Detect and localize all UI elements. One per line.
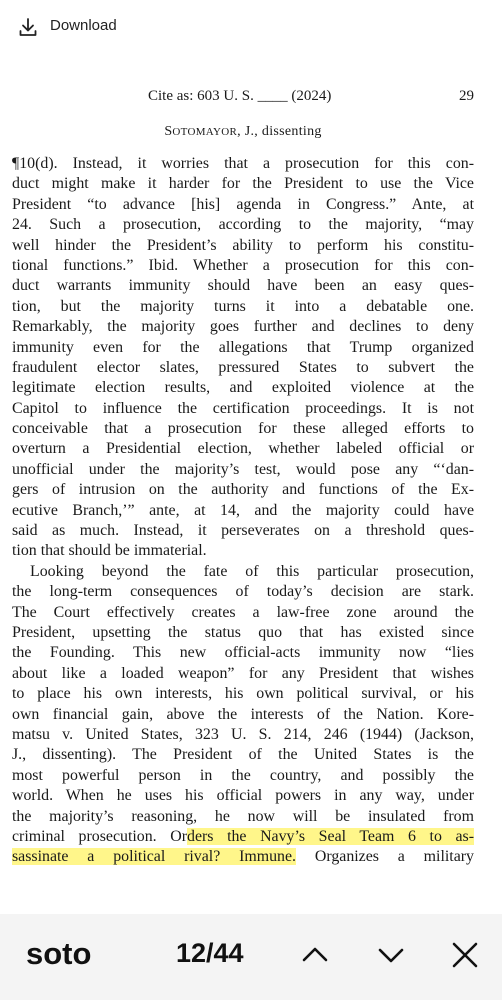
text-line-highlighted [12, 827, 474, 847]
text-line: the majority’s reasoning, he now will be insulated from [12, 807, 474, 825]
top-toolbar [0, 0, 502, 54]
text-segment: Organizes a military [296, 848, 474, 866]
text-line: overturn a Presidential election, whether labeled official or [12, 440, 474, 458]
text-line: own financial gain, above the interests of the Nation. Kore- [12, 705, 474, 723]
text-line: well hinder the President’s ability to perform his constitu- [12, 236, 474, 254]
find-bar [0, 914, 502, 1000]
text-line: duct might make it harder for the President to use the Vice [12, 175, 474, 193]
text-line: 24. Such a prosecution, according to the majority, “may [12, 216, 474, 234]
opinion-text [12, 154, 474, 868]
text-line: gers of intrusion on the authority and functions of the Ex- [12, 481, 474, 499]
text-line: Looking beyond the fate of this particular prosecution, [30, 562, 474, 580]
text-line-highlighted [12, 847, 474, 867]
text-line: said as much. Instead, it perseverates on a threshold ques- [12, 522, 474, 540]
author-suffix: , J., dissenting [237, 124, 322, 139]
page-header [12, 88, 474, 108]
download-button[interactable]: Download [50, 17, 117, 34]
text-line: the Founding. This new official-acts immunity now “lies [12, 644, 474, 662]
text-line: ¶10(d). Instead, it worries that a prosecution for this con- [12, 155, 474, 172]
text-line: ecutive Branch,’” ante, at 14, and the majority could have [12, 501, 474, 519]
match-counter: 12/44 [176, 938, 244, 968]
text-line: to place his own interests, his own political survival, or his [12, 685, 474, 703]
author-line [12, 124, 474, 140]
page-number: 29 [459, 88, 474, 104]
find-query-input[interactable]: soto [26, 936, 92, 971]
text-line: Remarkably, the majority goes further and declines to deny [12, 318, 474, 336]
document-page [12, 54, 474, 914]
text-line: Capitol to influence the certification proceedings. It is not [12, 399, 474, 417]
text-line: legitimate election results, and exploited violence at the [12, 379, 474, 397]
text-line: tional functions.” Ibid. Whether a prosecution for this con- [12, 256, 474, 274]
text-line: tion that should be immaterial. [12, 542, 207, 560]
citation: Cite as: 603 U. S. ____ (2024) [148, 88, 332, 104]
text-line: President, upsetting the status quo that has existed since [12, 623, 474, 641]
text-line: The Court effectively creates a law-free zone around the [12, 603, 474, 621]
text-segment: criminal prosecution. Or [12, 827, 188, 845]
text-line: duct warrants immunity should have been an easy ques- [12, 277, 474, 295]
search-highlight: sassinate a political rival? Immune. [12, 848, 297, 866]
text-line: matsu v. United States, 323 U. S. 214, 246 (1944) (Jackson, [12, 725, 474, 743]
chevron-down-icon[interactable] [374, 938, 408, 972]
text-line: unofficial under the majority’s test, would pose any “‘dan- [12, 460, 474, 478]
close-icon[interactable] [448, 938, 482, 972]
text-line: most powerful person in the country, and possibly the [12, 766, 474, 784]
author-name-rest: OTOMAYOR [172, 126, 238, 138]
chevron-up-icon[interactable] [298, 938, 332, 972]
text-line: conceivable that a prosecution for these alleged efforts to [12, 420, 474, 438]
download-icon[interactable] [18, 17, 38, 37]
text-line: world. When he uses his official powers in any way, under [12, 787, 474, 805]
text-line: fraudulent elector slates, pressured States to subvert the [12, 358, 474, 376]
text-line: immunity even for the allegations that Trump organized [12, 338, 474, 356]
text-line: President “to advance [his] agenda in Congress.” Ante, at [12, 195, 474, 213]
text-line: the long-term consequences of today’s decision are stark. [12, 583, 474, 601]
search-highlight: ders the Navy’s Seal Team 6 to as- [187, 827, 474, 845]
text-line: about like a loaded weapon” for any President that wishes [12, 664, 474, 682]
text-line: J., dissenting). The President of the United States is the [12, 746, 474, 764]
text-line: tion, but the majority turns it into a debatable one. [12, 297, 474, 315]
author-initial: S [164, 124, 173, 139]
